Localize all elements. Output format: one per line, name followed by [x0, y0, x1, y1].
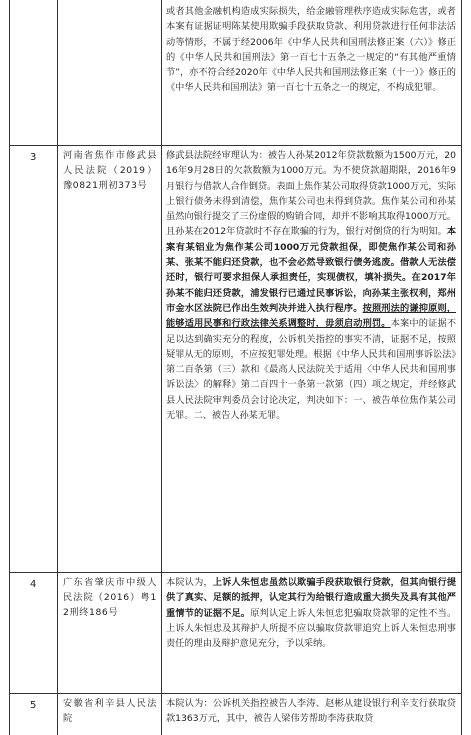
row-number-cell: 5: [10, 694, 58, 735]
table-row: [10, 146, 461, 573]
case-content: 或者其他金融机构造成实际损失，给金融管理秩序造成实际危害，或者本案有证据证明陈某使用欺骗手段获取贷款、利用贷款进行任何非法活动等情形，不属于经2006年《中华人民共和国刑法修正案（六）》修正的《中华人民共和国刑法》第一百七十五条之一规定的“有其他严重情节”，亦不符合经2020年《中华人民共和国刑法修正案（十一）》修正的《中华人民共和国刑法》第一百七十五条之一的规定，不构成犯罪。: [166, 6, 456, 94]
court-name: 河南省焦作市修武县人民法院（2019）豫0821刑初373号: [63, 150, 157, 192]
content-cell: [162, 146, 461, 572]
court-cell: [58, 146, 162, 572]
row-number-cell: 3: [10, 146, 58, 572]
content-cell: [162, 694, 461, 735]
row-number-cell: 4: [10, 573, 58, 693]
content-cell: [162, 573, 461, 693]
court-cell: [58, 573, 162, 693]
case-content: 修武县法院经审理认为：被告人孙某2012年贷款数额为1500万元，2016年9月28日的欠款数额为1000万元。为不使贷款超期限，2016年9月银行与借款人合作倒贷。表面上焦作某公司取得贷款1000万元，实际上银行债务未得到清偿，焦作某公司也未得到贷款。焦作某公司和孙某虽然向银行提交了三份虚假的购销合同，却并不影响其取得1000万元。且孙某在2012年贷款时不存在欺骗的行为，银行对倒贷的行为明知。本案有某铝业为焦作某公司1000万元贷款担保，即使焦作某公司和孙某、张某不能归还贷款，也不会必然导致银行债务逃废。借款人无法偿还时，银行可要求担保人承担责任，实现债权，填补损失。在2017年孙某不能归还贷款，浦发银行已通过民事诉讼，向孙某主张权利，郑州市金水区法院已作出生效判决并进入执行程序。按照刑法的谦抑原则，能够适用民事和行政法律关系调整时，毋须启动刑罚。本案中的证据不足以达到确实充分的程度，公诉机关指控的事实不清，证据不足，按照疑罪从无的原则，不应按犯罪处理。根据《中华人民共和国刑事诉讼法》第二百条第（三）款和《最高人民法院关于适用〈中华人民共和国刑事诉讼法〉的解释》第二百四十一条第一款第（四）项之规定，并经修武县人民法院审判委员会讨论决定，判决如下：一、被告单位焦作某公司无罪。二、被告人孙某无罪。: [166, 150, 457, 422]
court-name: 安徽省利辛县人民法院: [63, 698, 157, 725]
underlined-passage: 按照刑法的谦抑原则，能够适用民事和行政法律关系调整时，毋须启动刑罚。: [166, 302, 457, 330]
bold-passage: 本案有某铝业为焦作某公司1000万元贷款担保，即使焦作某公司和孙某、张某不能归还贷款，也不会必然导致银行债务逃废。借款人无法偿还时，银行可要求担保人承担责任，实现债权，填补损失。在2017年孙某不能归还贷款，浦发银行已通过民事诉讼，向孙某主张权利，郑州市金水区法院已作出生效判决并进入执行程序。: [166, 226, 456, 314]
table-row: [10, 694, 461, 735]
case-content: 本院认为，上诉人朱恒忠虽然以欺骗手段获取银行贷款，但其向银行提供了真实、足额的抵押，认定其行为给银行造成重大损失及具有其他严重情节的证据不足。原判认定上诉人朱恒忠犯骗取贷款罪的定性不当。上诉人朱恒忠及其辩护人所提不应以骗取贷款罪追究上诉人朱恒忠刑事责任的理由及辩护意见充分，予以采纳。: [166, 577, 457, 650]
table-row: [10, 0, 461, 146]
case-table: [9, 0, 462, 735]
court-cell: [58, 0, 162, 145]
row-number-cell: [10, 0, 58, 145]
court-cell: [58, 694, 162, 735]
case-content: 本院认为：公诉机关指控被告人李涛、赵彬从建设银行利辛支行获取贷款1363万元，其中，被告人梁伟芳帮助李涛获取贷: [166, 698, 456, 725]
court-name: 广东省肇庆市中级人民法院（2016）粤12刑终186号: [63, 577, 157, 619]
table-row: [10, 573, 461, 694]
bold-passage: 上诉人朱恒忠虽然以欺骗手段获取银行贷款，但其向银行提供了真实、足额的抵押，认定其行为给银行造成重大损失及具有其他严重情节的证据不足。: [166, 577, 457, 619]
content-cell: [162, 0, 461, 145]
